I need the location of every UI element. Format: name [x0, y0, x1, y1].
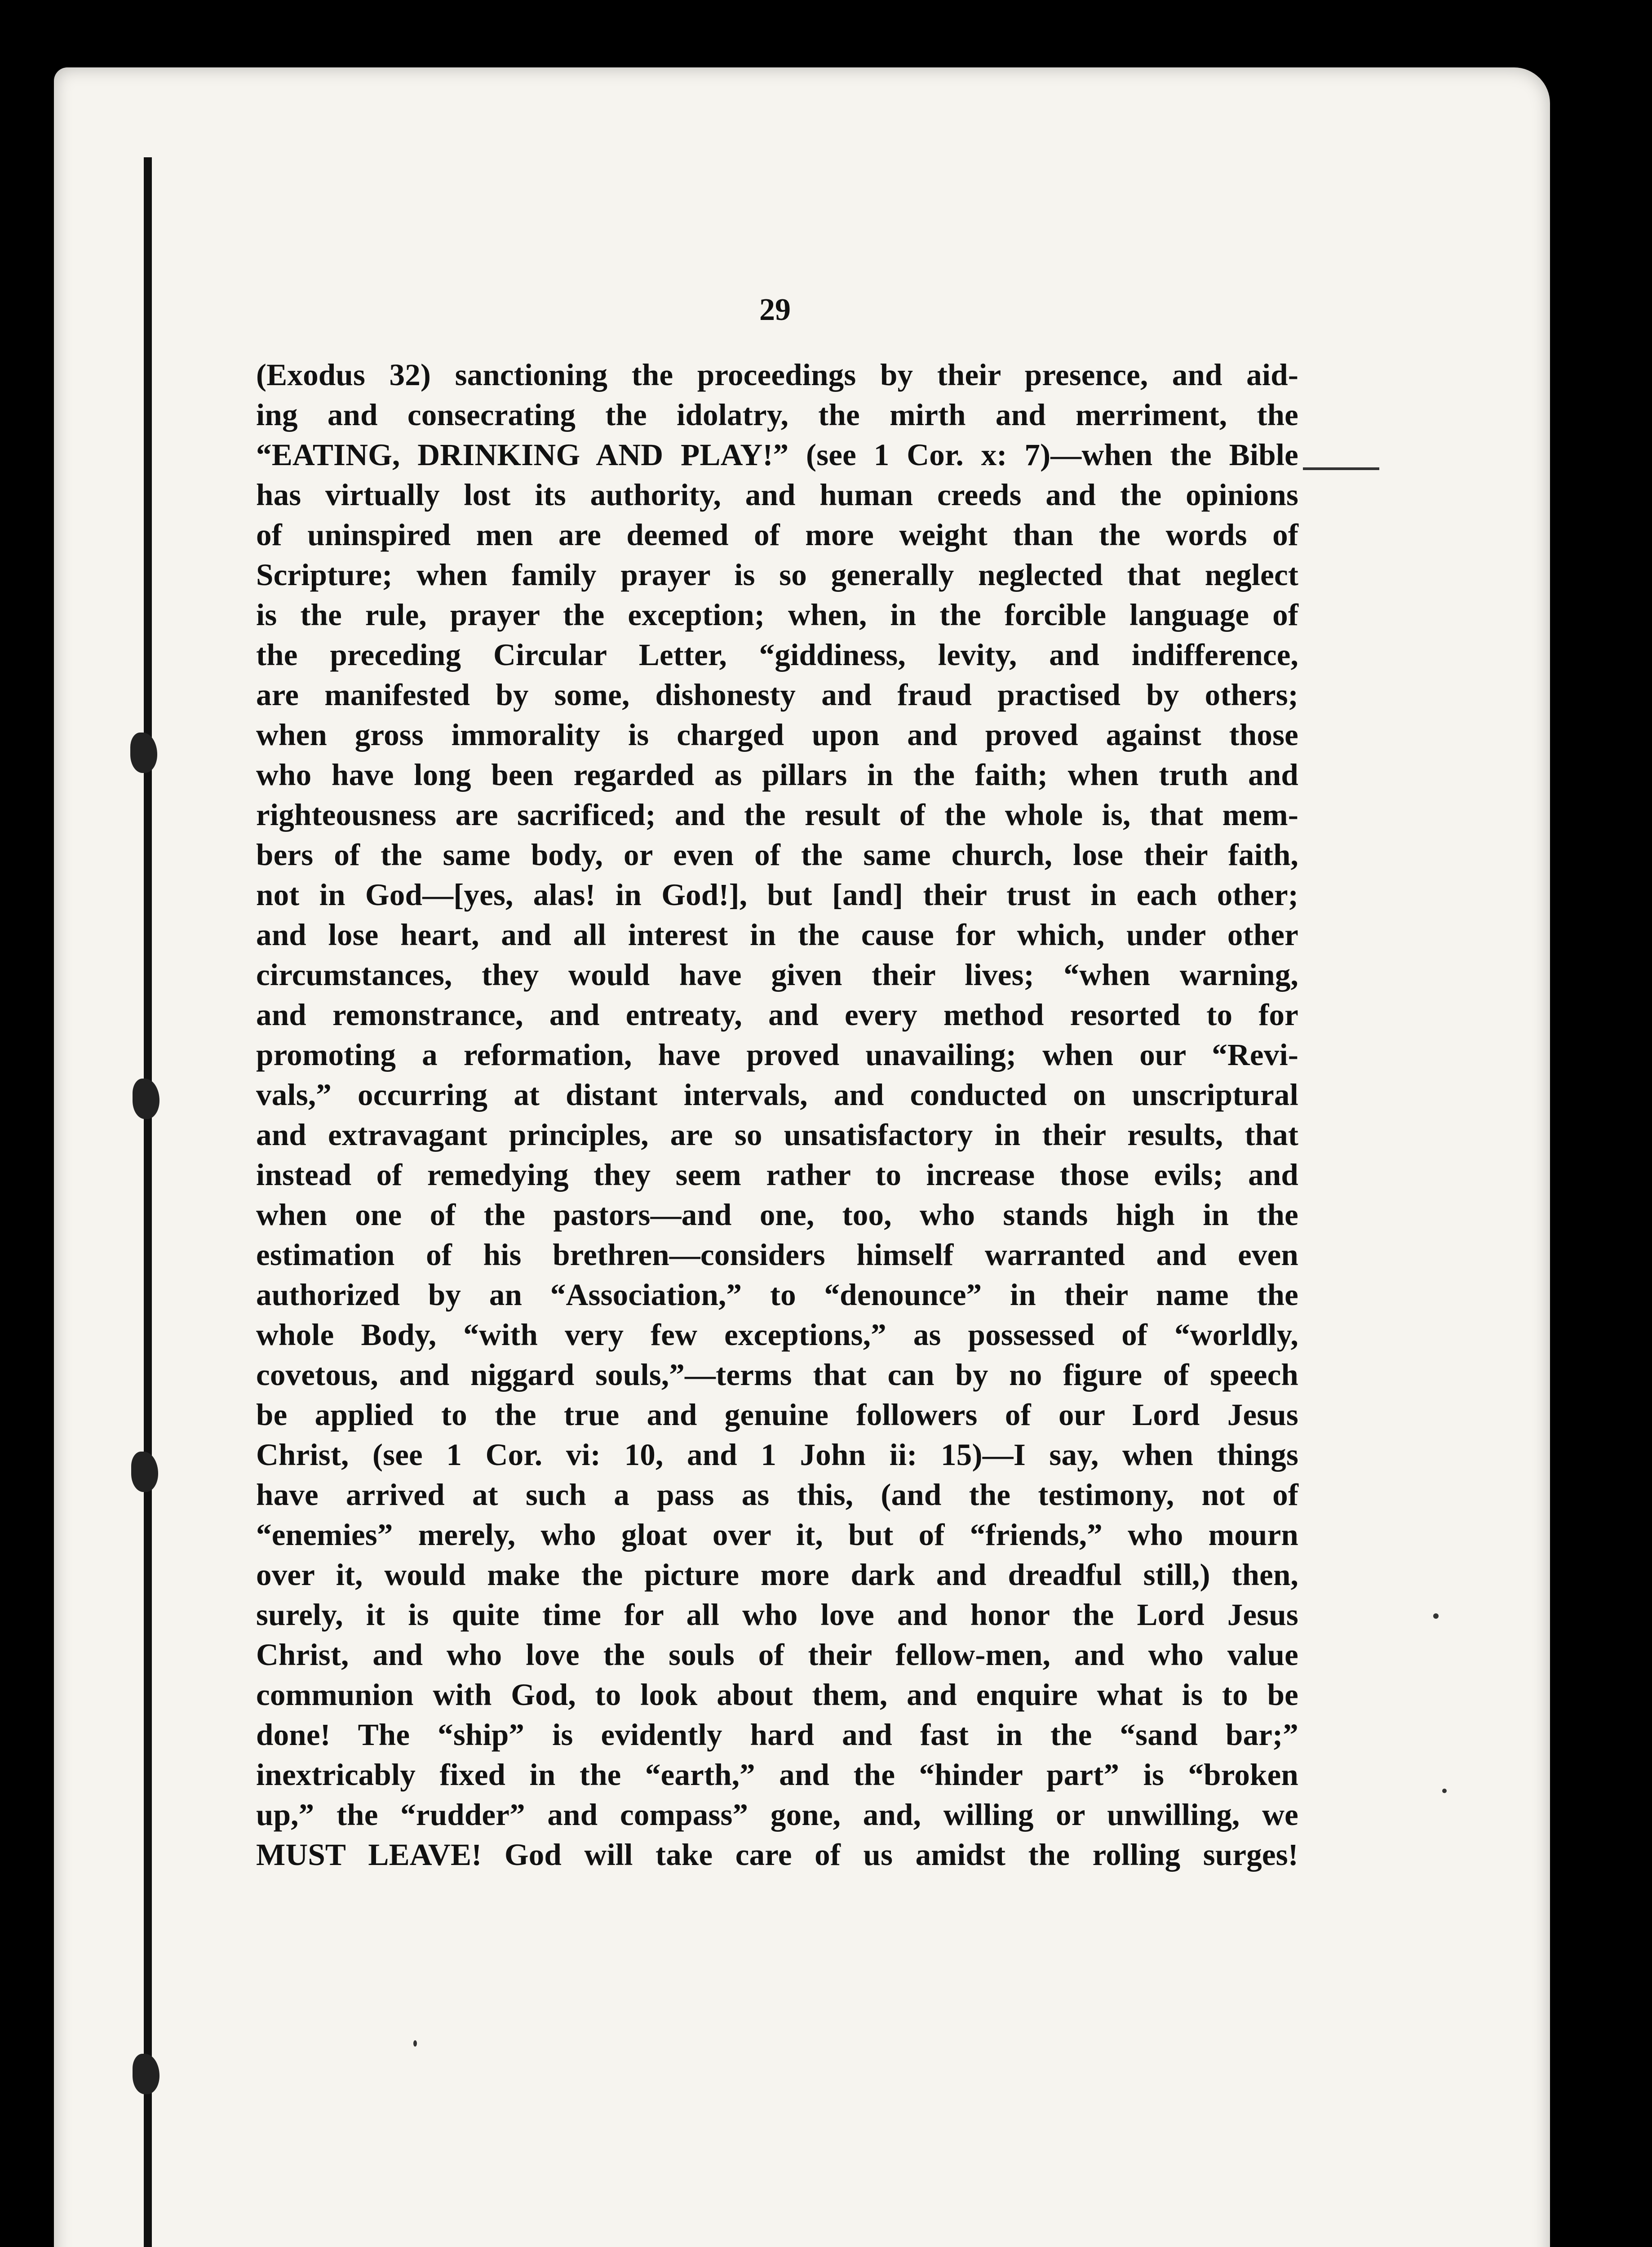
text-line: whole Body, “with very few exceptions,” as possessed of “worldly, [256, 1318, 1298, 1352]
binding-thread-mark [131, 1452, 158, 1492]
body-text [256, 355, 1298, 1875]
text-line: up,” the “rudder” and compass” gone, and, willing or unwilling, we [256, 1798, 1298, 1832]
scan-speck [1433, 1613, 1439, 1619]
scan-border-top [0, 0, 1652, 67]
text-line: surely, it is quite time for all who love and honor the Lord Jesus [256, 1598, 1298, 1632]
text-line: is the rule, prayer the exception; when, in the forcible language of [256, 598, 1298, 632]
text-line: of uninspired men are deemed of more weight than the words of [256, 518, 1298, 552]
text-line: done! The “ship” is evidently hard and fast in the “sand bar;” [256, 1718, 1298, 1752]
text-line: and lose heart, and all interest in the cause for which, under other [256, 918, 1298, 952]
text-line: are manifested by some, dishonesty and fraud practised by others; [256, 678, 1298, 712]
text-line: the preceding Circular Letter, “giddiness, levity, and indifference, [256, 638, 1298, 672]
text-line: “EATING, DRINKING AND PLAY!” (see 1 Cor. x: 7)—when the Bible [256, 438, 1298, 472]
text-line: Scripture; when family prayer is so generally neglected that neglect [256, 558, 1298, 592]
text-line: be applied to the true and genuine followers of our Lord Jesus [256, 1398, 1298, 1432]
text-line: “enemies” merely, who gloat over it, but of “friends,” who mourn [256, 1518, 1298, 1552]
ink-stroke-mark [1303, 467, 1379, 470]
text-line: and extravagant principles, are so unsatisfactory in their results, that [256, 1118, 1298, 1152]
text-line: estimation of his brethren—considers himself warranted and even [256, 1238, 1298, 1272]
binding-thread-mark [130, 733, 157, 773]
text-line: has virtually lost its authority, and human creeds and the opinions [256, 478, 1298, 512]
text-line: (Exodus 32) sanctioning the proceedings by their presence, and aid- [256, 358, 1298, 392]
text-line: when gross immorality is charged upon and proved against those [256, 718, 1298, 752]
text-line: bers of the same body, or even of the same church, lose their faith, [256, 838, 1298, 872]
text-line: instead of remedying they seem rather to increase those evils; and [256, 1158, 1298, 1192]
text-line: covetous, and niggard souls,”—terms that can by no figure of speech [256, 1358, 1298, 1392]
text-line: promoting a reformation, have proved unavailing; when our “Revi- [256, 1038, 1298, 1072]
text-line: when one of the pastors—and one, too, who stands high in the [256, 1198, 1298, 1232]
text-line: inextricably fixed in the “earth,” and the “hinder part” is “broken [256, 1758, 1298, 1792]
text-line: Christ, (see 1 Cor. vi: 10, and 1 John ii: 15)—I say, when things [256, 1438, 1298, 1472]
text-line: MUST LEAVE! God will take care of us amidst the rolling surges! [256, 1838, 1298, 1872]
text-line: ing and consecrating the idolatry, the mirth and merriment, the [256, 398, 1298, 432]
text-line: have arrived at such a pass as this, (and the testimony, not of [256, 1478, 1298, 1512]
page-binding-edge [144, 157, 152, 2247]
scan-speck [413, 2040, 417, 2047]
binding-thread-mark [133, 1079, 159, 1119]
text-line: not in God—[yes, alas! in God!], but [and] their trust in each other; [256, 878, 1298, 912]
text-line: communion with God, to look about them, and enquire what is to be [256, 1678, 1298, 1712]
text-line: vals,” occurring at distant intervals, and conducted on unscriptural [256, 1078, 1298, 1112]
text-line: Christ, and who love the souls of their fellow-men, and who value [256, 1638, 1298, 1672]
scan-speck [1442, 1789, 1447, 1793]
text-line: and remonstrance, and entreaty, and every method resorted to for [256, 998, 1298, 1032]
text-line: righteousness are sacrificed; and the result of the whole is, that mem- [256, 798, 1298, 832]
text-line: over it, would make the picture more dark and dreadful still,) then, [256, 1558, 1298, 1592]
text-line: who have long been regarded as pillars in the faith; when truth and [256, 758, 1298, 792]
text-line: authorized by an “Association,” to “denounce” in their name the [256, 1278, 1298, 1312]
text-line: circumstances, they would have given their lives; “when warning, [256, 958, 1298, 992]
page-number: 29 [759, 293, 791, 327]
binding-thread-mark [133, 2054, 159, 2094]
